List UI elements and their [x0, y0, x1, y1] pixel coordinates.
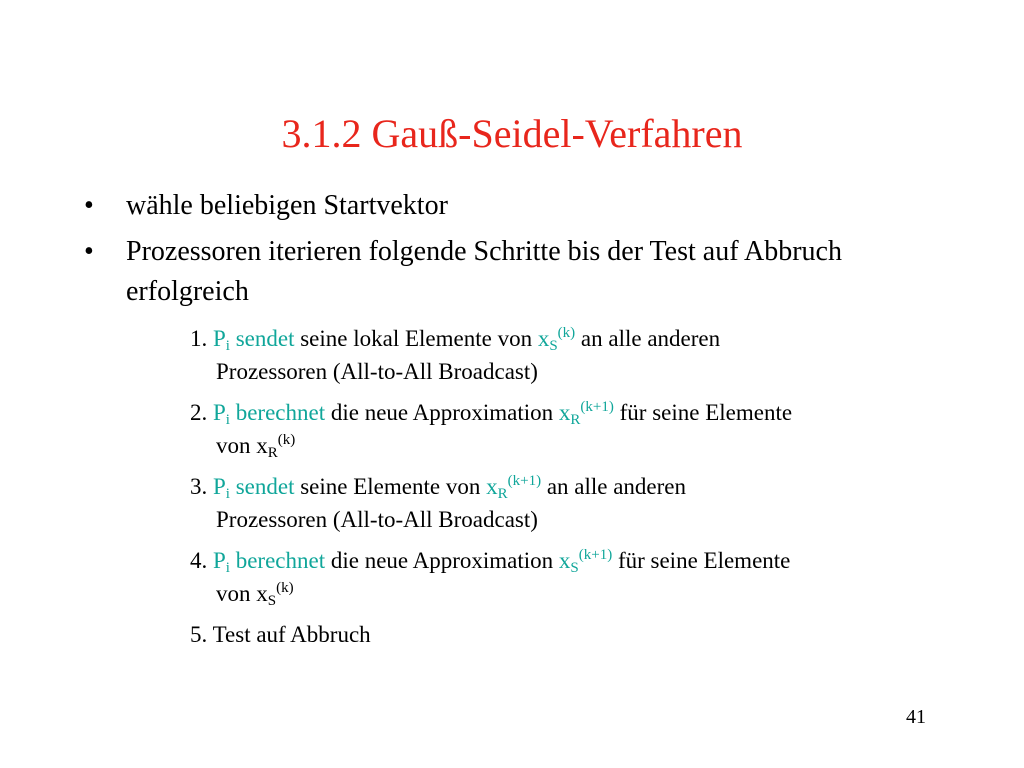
bullet-text: wähle beliebigen Startvektor: [126, 190, 448, 221]
step-text: an alle anderen: [546, 474, 687, 499]
bullet-icon: •: [84, 190, 94, 221]
step-text: seine Elemente von: [300, 474, 481, 499]
step-number: 5.: [190, 622, 208, 647]
step-item: [190, 470, 950, 536]
page-number: 41: [906, 706, 926, 728]
processor-label: $P_i$: [213, 474, 230, 502]
vector-label: $x_S^{(k+1)}$: [558, 547, 613, 576]
processor-label: $P_i$: [213, 548, 230, 576]
step-text: seine lokal Elemente von: [300, 326, 533, 351]
step-item: [190, 396, 950, 462]
bullet-item: [84, 232, 924, 312]
processor-label: $P_i$: [213, 326, 230, 354]
step-text: Test auf Abbruch: [212, 622, 371, 647]
step-verb: berechnet: [235, 548, 326, 573]
vector-label: $x_R^{(k+1)}$: [486, 473, 542, 502]
step-verb: sendet: [235, 326, 295, 351]
bullet-item: [84, 186, 924, 226]
step-text: die neue Approximation: [330, 548, 554, 573]
vector-label: $x_R^{(k+1)}$: [558, 399, 614, 428]
step-number: 1.: [190, 326, 208, 351]
step-text: an alle anderen: [580, 326, 721, 351]
step-number: 3.: [190, 474, 208, 499]
vector-label: $x_S^{(k)}$: [537, 325, 576, 354]
step-item: [190, 322, 950, 388]
bullet-text: Prozessoren iterieren folgende Schritte bis der Test auf Abbruch erfolgreich: [126, 236, 842, 307]
step-verb: berechnet: [235, 400, 326, 425]
step-continuation: Prozessoren (All-to-All Broadcast): [216, 359, 538, 384]
step-list: [190, 322, 950, 659]
step-item: [190, 544, 950, 610]
step-text: für seine Elemente: [617, 548, 791, 573]
step-text: für seine Elemente: [619, 400, 793, 425]
processor-label: $P_i$: [213, 400, 230, 428]
step-number: 4.: [190, 548, 208, 573]
step-continuation: Prozessoren (All-to-All Broadcast): [216, 507, 538, 532]
step-continuation: von $x_R^{(k)}$: [216, 432, 296, 461]
step-item: [190, 618, 950, 651]
step-text: die neue Approximation: [330, 400, 554, 425]
step-number: 2.: [190, 400, 208, 425]
bullet-icon: •: [84, 236, 94, 267]
bullet-list: [84, 186, 924, 318]
step-continuation: von $x_S^{(k)}$: [216, 580, 294, 609]
slide-title: 3.1.2 Gauß-Seidel-Verfahren: [281, 111, 743, 156]
step-verb: sendet: [235, 474, 295, 499]
